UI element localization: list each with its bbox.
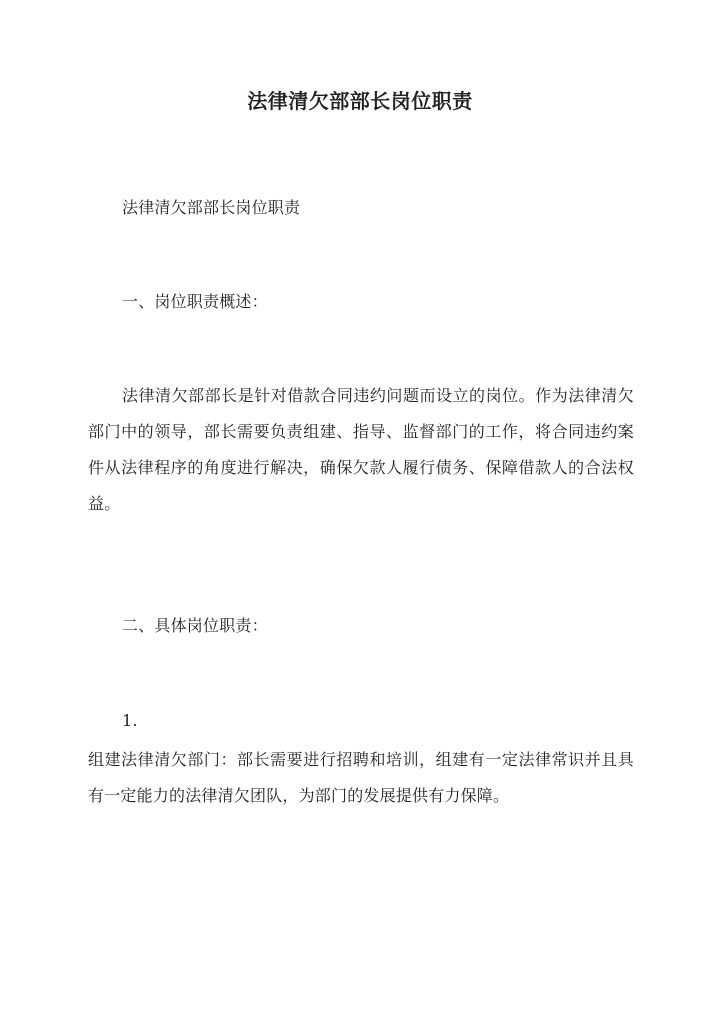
section-heading-overview: 一、岗位职责概述： (122, 292, 268, 311)
section-heading-duties: 二、具体岗位职责： (122, 616, 268, 635)
duty-item-paragraph: 组建法律清欠部门：部长需要进行招聘和培训，组建有一定法律常识并且具有一定能力的法律清欠团队，为部门的发展提供有力保障。 (88, 750, 634, 805)
overview-paragraph: 法律清欠部部长是针对借款合同违约问题而设立的岗位。作为法律清欠部门中的领导，部长需要负责组建、指导、监督部门的工作，将合同违约案件从法律程序的角度进行解决，确保欠款人履行债务、保障借款人的合法权益。 (88, 386, 634, 513)
list-number: 1. (122, 711, 138, 730)
subtitle-paragraph: 法律清欠部部长岗位职责 (122, 198, 301, 217)
document-title: 法律清欠部部长岗位职责 (247, 89, 473, 113)
